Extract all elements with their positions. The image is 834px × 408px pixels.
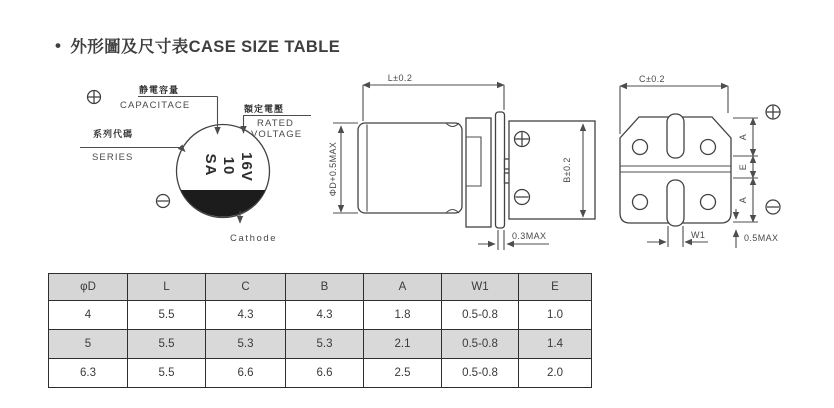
cathode-band bbox=[181, 190, 265, 217]
col-header-phid: φD bbox=[49, 274, 128, 301]
cell: 2.0 bbox=[519, 359, 592, 388]
cell: 1.4 bbox=[519, 330, 592, 359]
series-label-en: SERIES bbox=[92, 152, 134, 163]
table-header-row bbox=[49, 274, 592, 301]
page-title-text: 外形圖及尺寸表CASE SIZE TABLE bbox=[70, 38, 341, 56]
cell: 4.3 bbox=[286, 301, 364, 330]
cell: 5.3 bbox=[286, 330, 364, 359]
pad-hole bbox=[633, 140, 648, 155]
gap-e-label: E bbox=[738, 163, 748, 171]
seat-dim-label: 0.3MAX bbox=[512, 231, 547, 241]
col-header-a: A bbox=[364, 274, 442, 301]
w1-ext-lines bbox=[668, 226, 683, 247]
pad-a-bottom-label: A bbox=[738, 196, 748, 204]
table-row bbox=[49, 359, 592, 388]
rated-voltage-label-zh: 額定電壓 bbox=[244, 104, 285, 114]
cell: 4.3 bbox=[206, 301, 286, 330]
rated-voltage-label-en1: RATED bbox=[257, 118, 294, 129]
length-dim-label: L±0.2 bbox=[387, 73, 413, 83]
plus-symbol bbox=[766, 105, 780, 119]
pad-a-top-label: A bbox=[738, 133, 748, 141]
cell: 2.1 bbox=[364, 330, 442, 359]
capacitance-label-en: CAPACITACE bbox=[120, 100, 191, 111]
bottom-view bbox=[620, 74, 780, 248]
cell: 5.5 bbox=[128, 330, 206, 359]
height-dim-label: B±0.2 bbox=[562, 157, 572, 183]
cell: 1.8 bbox=[364, 301, 442, 330]
diameter-dim-label: ΦD+0.5MAX bbox=[328, 141, 338, 197]
minus-symbol bbox=[766, 200, 780, 214]
cathode-label: Cathode bbox=[230, 233, 278, 244]
series-label-zh: 系列代碼 bbox=[93, 129, 134, 139]
cell: 5.5 bbox=[128, 301, 206, 330]
marking-voltage: 16V bbox=[238, 152, 255, 182]
marking-capacitance: 10 bbox=[220, 156, 237, 176]
cell: 0.5-0.8 bbox=[442, 330, 519, 359]
cell: 1.0 bbox=[519, 301, 592, 330]
seat-ext-lines bbox=[498, 230, 504, 250]
capacitor-can bbox=[358, 123, 462, 213]
col-header-c: C bbox=[206, 274, 286, 301]
plus-symbol bbox=[88, 91, 101, 104]
length-ext-lines bbox=[363, 85, 504, 121]
cell: 6.6 bbox=[286, 359, 364, 388]
case-size-table bbox=[48, 273, 592, 388]
pad-hole bbox=[701, 195, 716, 210]
rated-voltage-label-en2: VOLTAGE bbox=[251, 129, 303, 140]
col-header-b: B bbox=[286, 274, 364, 301]
plus-symbol bbox=[515, 132, 530, 147]
pad-hole bbox=[701, 140, 716, 155]
seat-bracket bbox=[466, 118, 491, 227]
cell: 2.5 bbox=[364, 359, 442, 388]
capacitance-label-zh: 静電容量 bbox=[139, 85, 180, 95]
cell: 5.5 bbox=[128, 359, 206, 388]
cell: 4 bbox=[49, 301, 128, 330]
minus-symbol bbox=[157, 195, 170, 208]
side-view bbox=[328, 73, 595, 250]
bullet-icon: • bbox=[55, 35, 62, 55]
table-row bbox=[49, 301, 592, 330]
cell: 6.3 bbox=[49, 359, 128, 388]
terminal-slot-bottom bbox=[667, 180, 684, 226]
marking-series: SA bbox=[202, 153, 219, 177]
terminal-slot-top bbox=[667, 114, 684, 158]
seat-plate-edge bbox=[496, 112, 505, 228]
cell: 5.3 bbox=[206, 330, 286, 359]
col-header-w1: W1 bbox=[442, 274, 519, 301]
col-header-e: E bbox=[519, 274, 592, 301]
marking-view bbox=[80, 84, 311, 244]
table-row bbox=[49, 330, 592, 359]
cell: 0.5-0.8 bbox=[442, 359, 519, 388]
cell: 0.5-0.8 bbox=[442, 301, 519, 330]
col-header-l: L bbox=[128, 274, 206, 301]
cell: 6.6 bbox=[206, 359, 286, 388]
w1-dim-label: W1 bbox=[691, 230, 706, 240]
cell: 5 bbox=[49, 330, 128, 359]
clearance-dim-label: 0.5MAX bbox=[744, 233, 779, 243]
pad-hole bbox=[633, 195, 648, 210]
width-dim-label: C±0.2 bbox=[639, 74, 665, 84]
